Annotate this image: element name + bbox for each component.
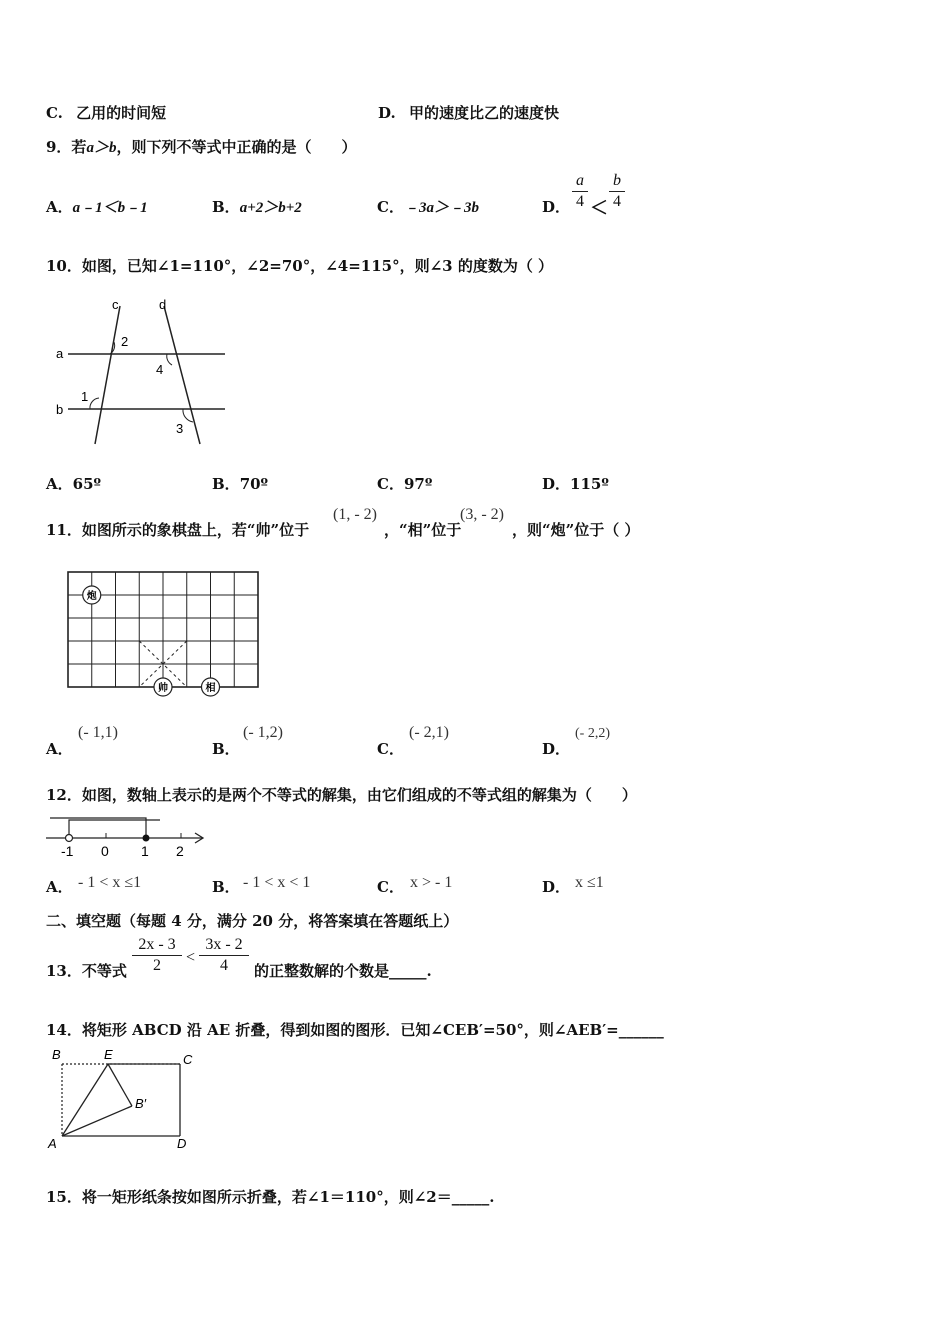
- q11-coord-xiang: (3, - 2): [460, 506, 504, 523]
- q15-stem: 15．将一矩形纸条按如图所示折叠，若∠1＝110°，则∠2＝_____.: [46, 1188, 495, 1206]
- label-A: A: [48, 1136, 57, 1151]
- q9-d-den2: 4: [613, 193, 621, 210]
- q12-option-d-text: x ≤1: [575, 874, 604, 891]
- q9-option-c: [377, 196, 479, 217]
- q14-stem: 14．将矩形 ABCD 沿 AE 折叠，得到如图的图形．已知∠CEB′=50°，则∠AEB′=______: [46, 1021, 664, 1039]
- q13-num1: 2x - 3: [138, 936, 176, 953]
- q10-option-c: [377, 473, 432, 494]
- q9-option-a: [46, 196, 148, 217]
- q9-option-a-text: a﹣1＜b﹣1: [72, 200, 148, 216]
- q10-option-d-text: 115º: [570, 475, 609, 493]
- q9-d-num1: a: [576, 172, 584, 189]
- label-4: 4: [156, 362, 164, 377]
- label-a: a: [56, 346, 64, 361]
- label-E: E: [104, 1047, 113, 1062]
- q13-num2: 3x - 2: [205, 936, 243, 953]
- q10-option-a: [46, 473, 101, 494]
- label-Bprime: B′: [135, 1096, 147, 1111]
- label-b: b: [56, 402, 64, 417]
- label-B: B: [52, 1047, 61, 1062]
- q11-option-c-label: C．: [377, 740, 404, 758]
- tick-label: 1: [141, 843, 149, 859]
- q14-figure: [44, 1044, 204, 1154]
- q10-option-b-label: B．: [212, 475, 240, 493]
- line-c: [95, 306, 120, 444]
- q11-stem-prefix: 11．如图所示的象棋盘上，若“帅”位于: [46, 521, 310, 539]
- q11-stem-suffix: ，则“炮”位于（ ）: [512, 521, 640, 539]
- q12-stem: 12．如图，数轴上表示的是两个不等式的解集，由它们组成的不等式组的解集为（ ）: [46, 786, 637, 804]
- q10-option-d-label: D．: [542, 475, 571, 493]
- q11-option-b-text: (- 1,2): [243, 724, 283, 741]
- q12-number-line: [44, 814, 209, 864]
- q9-option-d-relation: ＜: [590, 198, 608, 219]
- q13-relation: <: [186, 949, 196, 966]
- label-c: c: [112, 297, 119, 312]
- open-point: [66, 835, 73, 842]
- label-1: 1: [81, 389, 89, 404]
- angle-4-arc: [167, 354, 172, 365]
- q13-fraction-left: [132, 936, 182, 975]
- q9-stem-prefix: 9．若: [46, 138, 87, 156]
- tick-label: 0: [101, 843, 109, 859]
- label-2: 2: [121, 334, 129, 349]
- q13-prefix: 13．不等式: [46, 962, 127, 980]
- q9-option-a-label: A．: [46, 198, 73, 216]
- closed-point: [143, 835, 150, 842]
- q10-option-b-text: 70º: [239, 475, 269, 493]
- q11-option-a-text: (- 1,1): [78, 724, 118, 741]
- q11-option-c-text: (- 2,1): [409, 724, 449, 741]
- tick-label: 2: [176, 843, 184, 859]
- q13-suffix: 的正整数解的个数是_____.: [254, 962, 432, 980]
- q8-option-d-text: 甲的速度比乙的速度快: [408, 104, 559, 122]
- label-3: 3: [176, 421, 184, 436]
- q12-option-a-label: A．: [46, 878, 73, 896]
- tick-label: -1: [61, 843, 74, 859]
- q9-option-c-text: ﹣3a＞﹣3b: [403, 200, 479, 216]
- q10-option-b: [212, 473, 268, 494]
- q12-option-c-text: x > - 1: [410, 874, 453, 891]
- q11-coord-shuai: (1, - 2): [333, 506, 377, 523]
- angle-1-arc: [90, 398, 99, 409]
- piece-pao: 炮: [86, 591, 97, 602]
- q11-option-d-text: (- 2,2): [575, 726, 610, 741]
- q13-fraction-right: [199, 936, 249, 975]
- q9-option-b: [212, 196, 302, 217]
- q9-stem: [46, 136, 356, 157]
- q8-option-c-label: C.: [46, 104, 63, 122]
- piece-shuai: 帅: [158, 683, 168, 694]
- q10-option-a-text: 65º: [72, 475, 102, 493]
- q9-stem-suffix: ，则下列不等式中正确的是（ ）: [116, 138, 357, 156]
- q12-option-b-label: B．: [212, 878, 240, 896]
- q8-option-d: [378, 102, 559, 123]
- q13-den1: 2: [153, 957, 161, 974]
- q10-figure: [50, 292, 240, 452]
- q9-option-d-fraction-right: [609, 172, 625, 211]
- edge-EBp: [108, 1064, 132, 1106]
- q9-option-b-text: a+2＞b+2: [239, 200, 302, 216]
- q12-option-d-label: D．: [542, 878, 571, 896]
- q10-option-d: [542, 473, 609, 494]
- fold-AE: [62, 1064, 108, 1136]
- q8-option-c-text: 乙用的时间短: [76, 104, 167, 122]
- solution-set-less-equal: [50, 818, 146, 838]
- q10-option-c-label: C．: [377, 475, 404, 493]
- q9-option-d-label: D．: [542, 198, 571, 216]
- q12-option-a-text: - 1 < x ≤1: [78, 874, 142, 891]
- q9-option-d-fraction-left: [572, 172, 588, 211]
- q11-option-a-label: A．: [46, 740, 73, 758]
- q9-stem-condition: a＞b: [86, 140, 117, 156]
- q9-d-num2: b: [613, 172, 621, 189]
- q9-d-den1: 4: [576, 193, 584, 210]
- q12-option-c-label: C．: [377, 878, 404, 896]
- q11-stem-mid: ，“相”位于: [384, 521, 462, 539]
- q10-stem: 10．如图，已知∠1=110°，∠2=70°，∠4=115°，则∠3 的度数为（ ）: [46, 257, 554, 275]
- q11-option-d-label: D．: [542, 740, 571, 758]
- label-D: D: [177, 1136, 187, 1151]
- q8-option-d-label: D.: [378, 104, 396, 122]
- q13-den2: 4: [220, 957, 228, 974]
- q9-option-c-label: C．: [377, 198, 404, 216]
- q9-option-b-label: B．: [212, 198, 240, 216]
- q10-option-a-label: A．: [46, 475, 73, 493]
- q8-option-c: [46, 102, 166, 123]
- label-C: C: [183, 1052, 193, 1067]
- q12-option-b-text: - 1 < x < 1: [243, 874, 311, 891]
- edge-ABp: [62, 1106, 132, 1136]
- label-d: d: [159, 297, 167, 312]
- piece-xiang: 相: [205, 683, 216, 694]
- section-title: 二、填空题（每题 4 分，满分 20 分，将答案填在答题纸上）: [46, 912, 459, 930]
- q11-chessboard: [64, 566, 264, 702]
- q11-option-b-label: B．: [212, 740, 240, 758]
- q10-option-c-text: 97º: [403, 475, 433, 493]
